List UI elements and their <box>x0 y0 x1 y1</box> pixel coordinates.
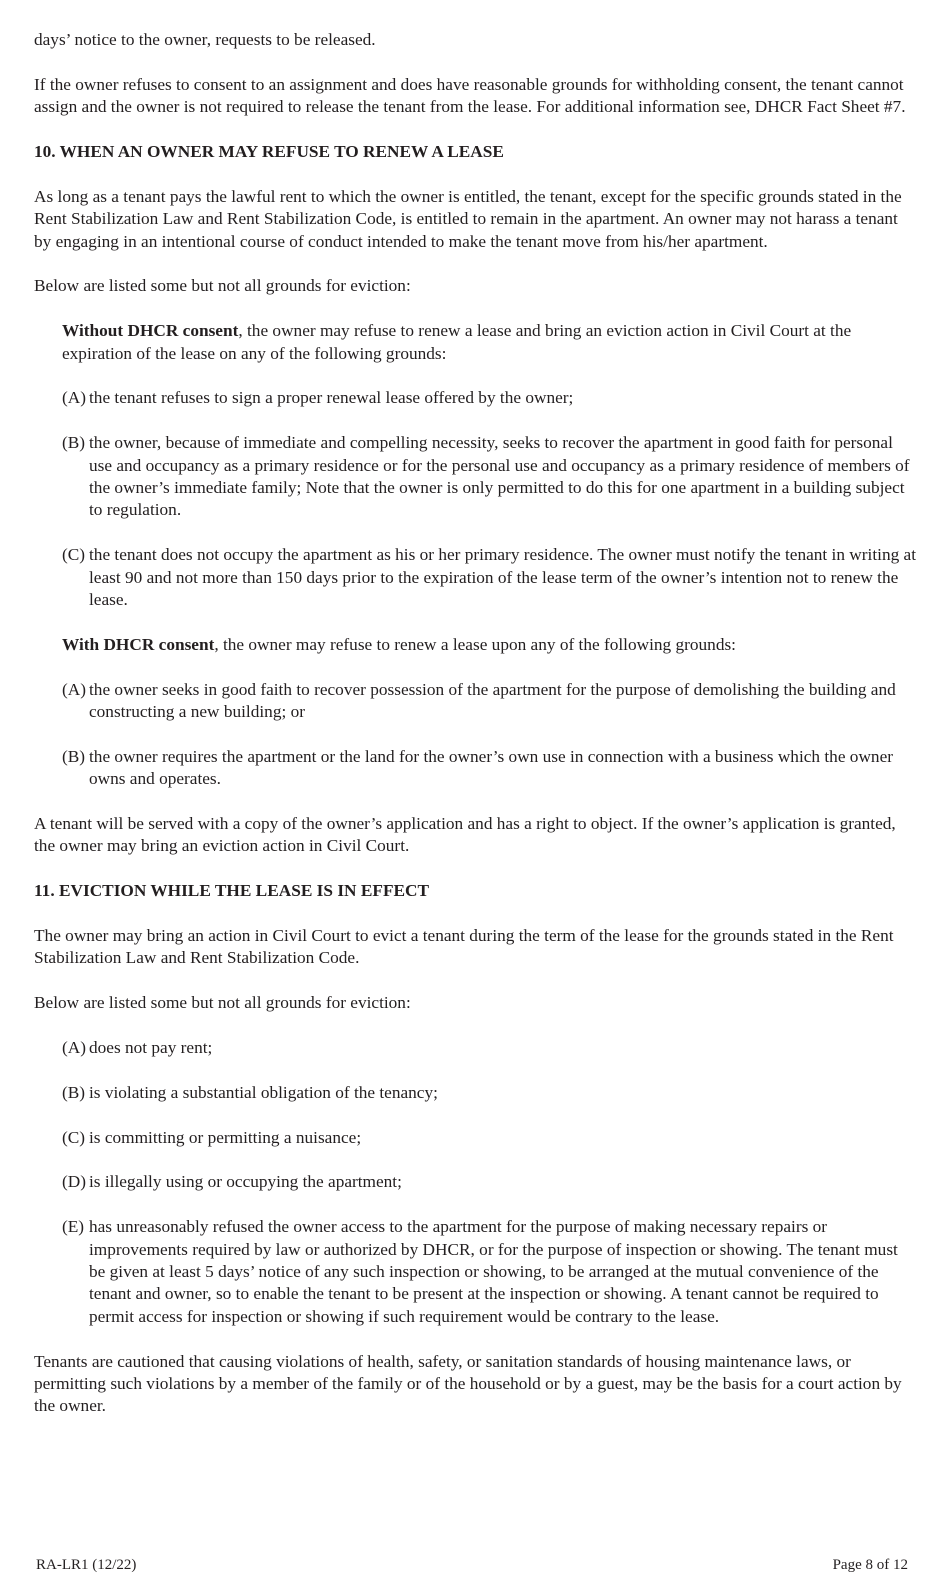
section-11-paragraph-2: Below are listed some but not all grounds for eviction: <box>34 993 411 1013</box>
list-item-text: has unreasonably refused the owner access to the apartment for the purpose of making necessary repairs or improvements required by law or authorized by DHCR, or for the purpose of inspection or showing. The tenant must be given at least 5 days’ notice of any such inspection or showing, to be arranged at the mutual convenience of the tenant and owner, so to enable the tenant to be present at the inspection or showing. A tenant cannot be required to permit access for inspection or showing if such requirement would be contrary to the lease. <box>89 1217 898 1326</box>
list-item-text: the tenant does not occupy the apartment as his or her primary residence. The owner must notify the tenant in writing at least 90 and not more than 150 days prior to the expiration of the lease term of the owner’s intention not to renew the lease. <box>89 545 917 610</box>
list-item <box>62 746 918 791</box>
section-11-heading: 11. EVICTION WHILE THE LEASE IS IN EFFECT <box>34 881 430 901</box>
list-item-text: the owner, because of immediate and compelling necessity, seeks to recover the apartment in good faith for personal use and occupancy as a primary residence or for the personal use and occupancy as a primary residence of members of the owner’s immediate family; Note that the owner is only permitted to do this for one apartment in a building subject to regulation. <box>89 433 910 520</box>
list-item <box>62 1127 918 1149</box>
list-item <box>62 679 918 724</box>
list-item-label: (C) <box>62 1127 86 1147</box>
list-item <box>62 544 918 611</box>
list-item-label: (B) <box>62 1082 86 1102</box>
page-footer <box>36 1556 908 1574</box>
with-consent-text: , the owner may refuse to renew a lease upon any of the following grounds: <box>214 634 736 654</box>
list-item <box>62 1216 918 1328</box>
section-11-paragraph-1: The owner may bring an action in Civil Court to evict a tenant during the term of the lease for the grounds stated in the Rent Stabilization Law and Rent Stabilization Code. <box>34 926 894 968</box>
form-id: RA-LR1 (12/22) <box>36 1557 137 1573</box>
list-item-text: does not pay rent; <box>89 1038 213 1058</box>
section-10-paragraph-2: Below are listed some but not all grounds for eviction: <box>34 276 411 296</box>
page-number: Page 8 of 12 <box>832 1557 908 1573</box>
list-item-text: the owner seeks in good faith to recover possession of the apartment for the purpose of demolishing the building and constructing a new building; or <box>89 679 896 722</box>
list-item-label: (B) <box>62 433 86 453</box>
list-item-label: (A) <box>62 679 86 699</box>
list-item-label: (A) <box>62 388 86 408</box>
list-item-text: is illegally using or occupying the apartment; <box>89 1172 402 1192</box>
list-item-label: (C) <box>62 545 86 565</box>
intro-continuation: days’ notice to the owner, requests to be released. <box>34 30 376 49</box>
list-item-text: the tenant refuses to sign a proper renewal lease offered by the owner; <box>89 388 574 408</box>
with-consent-label: With DHCR consent <box>62 634 215 654</box>
list-item <box>62 432 918 522</box>
document-page <box>34 29 918 1440</box>
list-item-label: (A) <box>62 1038 86 1058</box>
list-item-text: the owner requires the apartment or the land for the owner’s own use in connection with a business which the owner owns and operates. <box>89 746 893 789</box>
list-item <box>62 1171 918 1193</box>
list-item <box>62 1082 918 1104</box>
intro-assignment-paragraph: If the owner refuses to consent to an assignment and does have reasonable grounds for withholding consent, the tenant cannot assign and the owner is not required to release the tenant from the lease. For additional information see, DHCR Fact Sheet #7. <box>34 74 906 117</box>
list-item-label: (E) <box>62 1217 85 1237</box>
without-consent-intro <box>62 320 918 365</box>
list-item <box>62 387 918 409</box>
list-item-label: (D) <box>62 1172 86 1192</box>
section-10-paragraph-1: As long as a tenant pays the lawful rent to which the owner is entitled, the tenant, except for the specific grounds stated in the Rent Stabilization Law and Rent Stabilization Code, is entitled to remain in the apartment. An owner may not harass a tenant by engaging in an intentional course of conduct intended to make the tenant move from his/her apartment. <box>34 186 902 251</box>
list-item-text: is violating a substantial obligation of the tenancy; <box>89 1082 438 1102</box>
without-consent-text: , the owner may refuse to renew a lease and bring an eviction action in Civil Court at the expiration of the lease on any of the following grounds: <box>62 321 852 363</box>
list-item-text: is committing or permitting a nuisance; <box>89 1127 362 1147</box>
section-11-paragraph-3: Tenants are cautioned that causing violations of health, safety, or sanitation standards of housing maintenance laws, or permitting such violations by a member of the family or of the household or by a guest, may be the basis for a court action by the owner. <box>34 1351 902 1416</box>
list-item-label: (B) <box>62 746 86 766</box>
with-consent-intro <box>62 634 918 656</box>
section-10-heading: 10. WHEN AN OWNER MAY REFUSE TO RENEW A LEASE <box>34 142 504 161</box>
section-10-paragraph-3: A tenant will be served with a copy of the owner’s application and has a right to object. If the owner’s application is granted, the owner may bring an eviction action in Civil Court. <box>34 814 896 856</box>
without-consent-label: Without DHCR consent <box>62 321 239 341</box>
list-item <box>62 1037 918 1059</box>
